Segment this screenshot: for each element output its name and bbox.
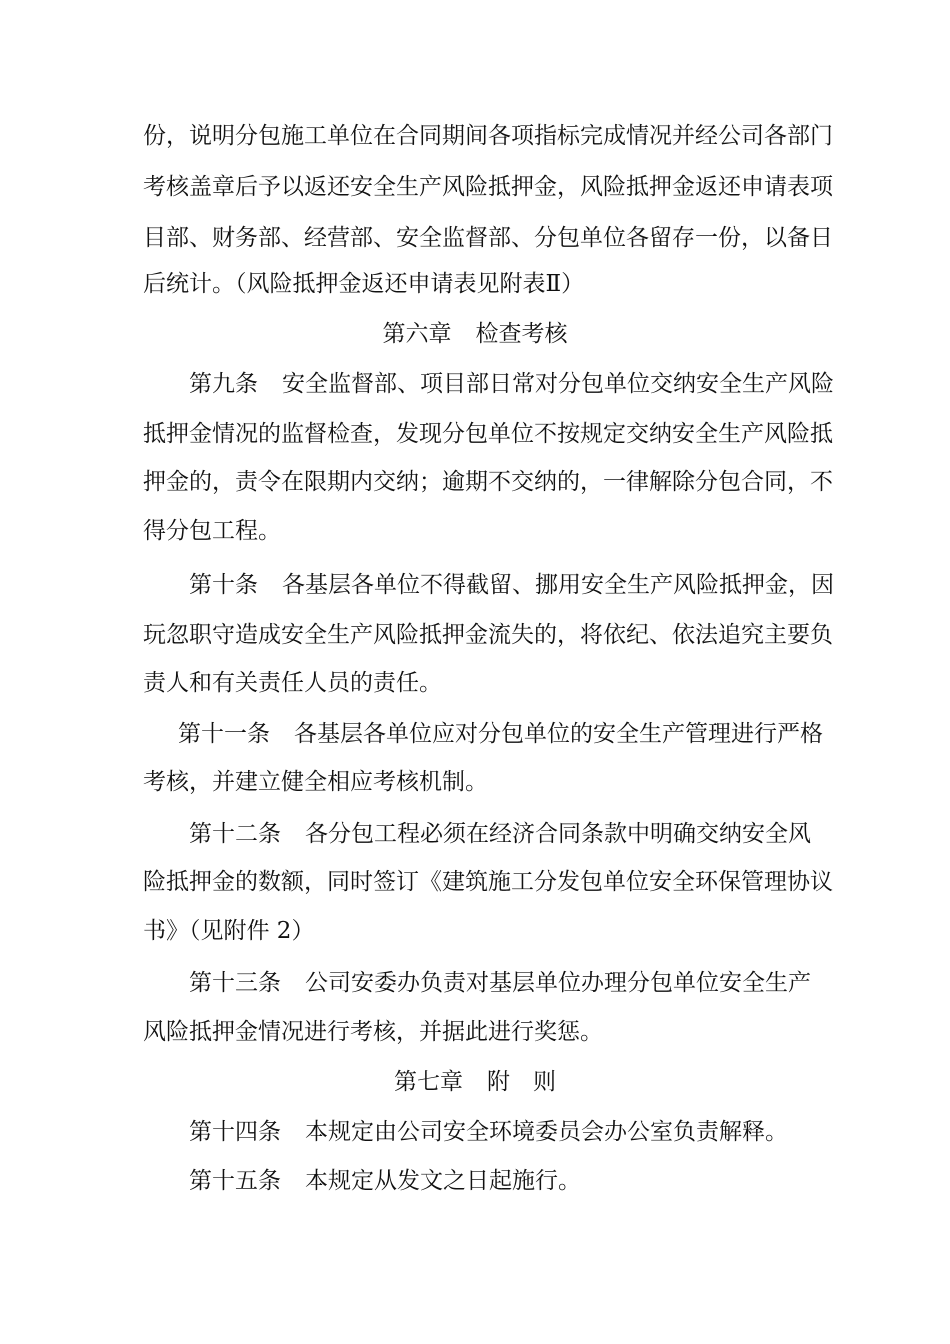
chapter-number: 第七章 — [394, 1069, 463, 1095]
paragraph-line: 险抵押金的数额，同时签订《建筑施工分发包单位安全环保管理协议 — [143, 869, 833, 895]
chapter-title: 附 则 — [487, 1069, 556, 1095]
chapter-heading — [0, 1066, 950, 1098]
paragraph-line: 抵押金情况的监督检查，发现分包单位不按规定交纳安全生产风险抵 — [143, 421, 833, 447]
article-first-line — [189, 1165, 581, 1197]
chapter-title: 检查考核 — [475, 321, 568, 347]
article-label: 第十条 — [189, 572, 258, 598]
paragraph-line: 玩忽职守造成安全生产风险抵押金流失的，将依纪、依法追究主要负 — [143, 622, 833, 648]
paragraph-line: 得分包工程。 — [143, 518, 281, 544]
article-text: 本规定从发文之日起施行。 — [305, 1168, 581, 1194]
paragraph-line: 后统计。（风险抵押金返还申请表见附表Ⅱ） — [143, 271, 585, 297]
article-first-line — [189, 569, 834, 601]
article-first-line — [189, 818, 811, 850]
article-first-line — [189, 368, 834, 400]
article-text: 公司安委办负责对基层单位办理分包单位安全生产 — [305, 970, 811, 996]
paragraph-line: 书》（见附件 2） — [143, 918, 315, 944]
paragraph-line: 责人和有关责任人员的责任。 — [143, 670, 442, 696]
article-label: 第十四条 — [189, 1119, 281, 1145]
article-first-line — [189, 967, 811, 999]
article-label: 第十二条 — [189, 821, 281, 847]
article-text: 各基层各单位不得截留、挪用安全生产风险抵押金，因 — [282, 572, 834, 598]
article-label: 第十一条 — [178, 721, 270, 747]
article-label: 第九条 — [189, 371, 258, 397]
article-text: 本规定由公司安全环境委员会办公室负责解释。 — [305, 1119, 788, 1145]
article-text: 安全监督部、项目部日常对分包单位交纳安全生产风险 — [282, 371, 834, 397]
chapter-number: 第六章 — [382, 321, 452, 347]
chapter-heading — [0, 318, 950, 350]
paragraph-line: 份，说明分包施工单位在合同期间各项指标完成情况并经公司各部门 — [143, 123, 833, 149]
article-text: 各基层各单位应对分包单位的安全生产管理进行严格 — [294, 721, 823, 747]
article-label: 第十五条 — [189, 1168, 281, 1194]
article-first-line — [189, 1116, 788, 1148]
article-text: 各分包工程必须在经济合同条款中明确交纳安全风 — [305, 821, 811, 847]
paragraph-line: 目部、财务部、经营部、安全监督部、分包单位各留存一份，以备日 — [143, 225, 833, 251]
article-first-line — [178, 718, 823, 750]
article-label: 第十三条 — [189, 970, 281, 996]
paragraph-line: 押金的，责令在限期内交纳；逾期不交纳的，一律解除分包合同，不 — [143, 469, 833, 495]
paragraph-line: 考核盖章后予以返还安全生产风险抵押金，风险抵押金返还申请表项 — [143, 174, 833, 200]
paragraph-line: 风险抵押金情况进行考核，并据此进行奖惩。 — [143, 1019, 603, 1045]
paragraph-line: 考核，并建立健全相应考核机制。 — [143, 769, 488, 795]
